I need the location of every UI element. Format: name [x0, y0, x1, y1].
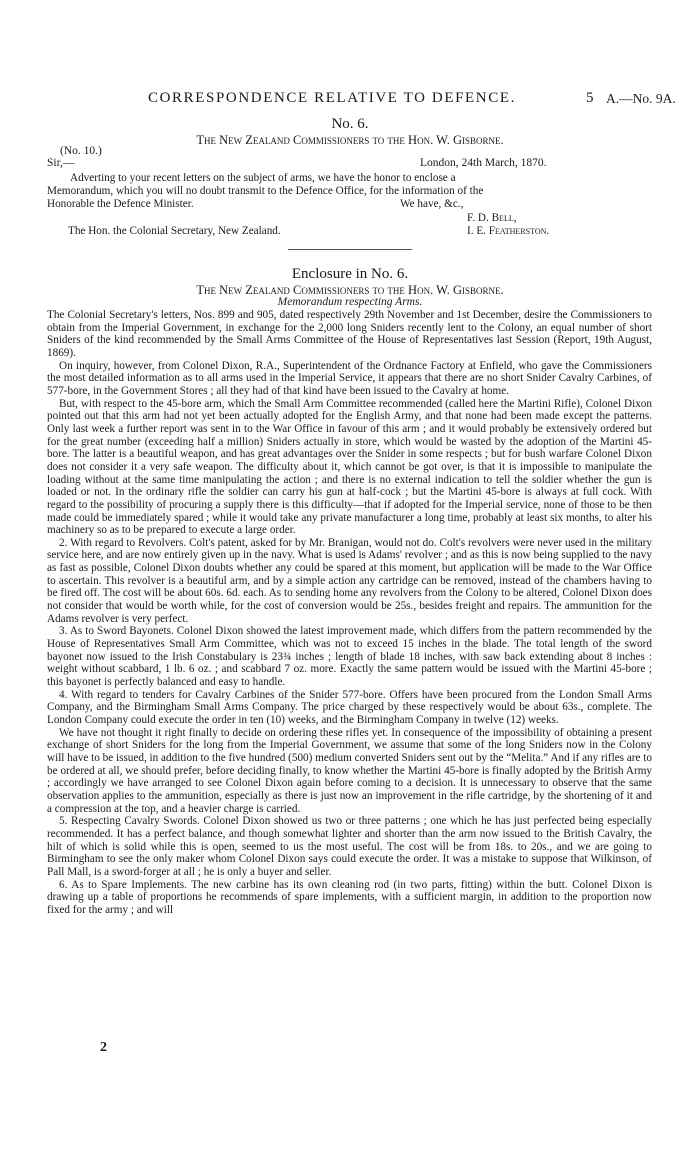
memorandum-paragraph: 5. Respecting Cavalry Swords. Colonel Dixon showed us two or three patterns ; one which he has just perfected being especially recommended. It has a perfect balance, and though somewhat lighter and shorter than the arm now issued to the British Cavalry, the hilt of which is solid while this is open, seemed to us the most useful. The cost will be from 18s. to 20s., and we are going to Birmingham to see the only maker whom Colonel Dixon says could execute the order. It was a mistake to suppose that Wilkinson, of Pall Mall, is a sword-forger at all ; he is only a buyer and seller.: [47, 815, 652, 878]
place-date: London, 24th March, 1870.: [420, 157, 547, 169]
enclosure-heading: Enclosure in No. 6.: [291, 266, 409, 282]
memorandum-paragraph: 4. With regard to tenders for Cavalry Carbines of the Snider 577-bore. Offers have been procured from the London Small Arms Company, and the Birmingham Small Arms Company. The price charged by these respectively would be about 63s., complete. The London Company could execute the order in ten (10) weeks, and the Birmingham Company in twelve (12) weeks.: [47, 688, 652, 726]
letter-body-line: Honorable the Defence Minister.: [47, 198, 194, 210]
letter-closing: We have, &c.,: [400, 198, 464, 210]
memorandum-paragraph: 3. As to Sword Bayonets. Colonel Dixon showed the latest improvement made, which differs from the pattern recommended by the House of Representatives Small Arm Committee, which was not to exceed 15 inches in the blade. The total length of the sword bayonet now issued to the Irish Constabulary is 23¾ inches ; length of blade 18 inches, with saw back extending about 8 inches : weight without scabbard, 1 lb. 6 oz. ; and scabbard 7 oz. more. Exactly the same pattern would be issued with the Martini 45-bore ; this bayonet is perfectly balanced and easy to handle.: [47, 625, 652, 689]
memorandum-paragraph: We have not thought it right finally to decide on ordering these rifles yet. In consequence of the impossibility of obtaining a present exchange of short Sniders for the long from the Imperial Government, we assume that some of the long Sniders now in the Colony will have to be issued, in addition to the five hundred (500) medium converted Sniders sent out by the “Melita.” And if any rifles are to be ordered at all, we should prefer, before deciding finally, to know whether the Martini 45-bore is finally adopted by the British Army ; accordingly we have arranged to see Colonel Dixon again before coming to a decision. It is unnecessary to observe that the same observation applies to the ammunition, especially as there is just now an improvement in the rifle cartridge, by the shortening of it and a compression at the top, and a heavier charge is carried.: [47, 726, 652, 815]
running-title: CORRESPONDENCE RELATIVE TO DEFENCE.: [148, 90, 516, 106]
section-divider: [288, 249, 412, 250]
signatory: F. D. Bell,: [467, 212, 517, 224]
letter-addressee: The Hon. the Colonial Secretary, New Zealand.: [68, 225, 281, 237]
memorandum-paragraph: 6. As to Spare Implements. The new carbine has its own cleaning rod (in two parts, fitting) within the butt. Colonel Dixon is drawing up a table of proportions he recommends of spare implements, with a sufficient margin, in addition to the proportion now fixed for the army ; and will: [47, 878, 652, 916]
memorandum-paragraph: 2. With regard to Revolvers. Colt's patent, asked for by Mr. Branigan, would not do. Colt's revolvers were never used in the military service here, and are now entirely given up in the navy. What is used is Adams' revolver ; and as this is now being supplied to the navy as fast as possible, Colonel Dixon doubts whether any could be spared at this moment, but application will be made to the War Office to ascertain. This revolver is a beautiful arm, and by a simple action any cartridge can be removed, instead of the chambers having to be fired off. The cost will be about 60s. 6d. each. As to sending home any revolvers from the Colony to be altered, Colonel Dixon does not consider that would be worth while, for the cost of conversion would be 25s., besides freight and repairs. The ammunition for the Adams revolver is very perfect.: [47, 536, 652, 625]
letter-reference: (No. 10.): [60, 145, 102, 157]
letter-from-to: The New Zealand Commissioners to the Hon. W. Gisborne.: [196, 133, 504, 147]
memorandum-body: [47, 309, 652, 917]
memorandum-subtitle: Memorandum respecting Arms.: [277, 296, 423, 308]
document-reference: A.—No. 9A.: [606, 91, 676, 106]
folio-signature: 2: [100, 1040, 107, 1055]
salutation: Sir,—: [47, 157, 75, 169]
letter-body-line: Memorandum, which you will no doubt transmit to the Defence Office, for the information of the: [47, 185, 484, 197]
signatory: I. E. Featherston.: [467, 225, 550, 237]
memorandum-paragraph: But, with respect to the 45-bore arm, which the Small Arm Committee recommended (called here the Martini Rifle), Colonel Dixon pointed out that this arm had not yet been actually adopted for the English Army, and that none had been made except the patterns. Only last week a further report was sent in to the War Office in favour of this arm ; and it would probably be extensively ordered but for the great number (exceeding half a million) Sniders actually in store, which would be wasted by the adoption of the Martini 45-bore. The latter is a beautiful weapon, and has great advantages over the Snider in some respects ; but for bush warfare Colonel Dixon does not consider it a very safe weapon. The difficulty about it, which cannot be got over, is that it is impossible to manipulate the loading without at the same time manipulating the action ; and there is no external indication to tell the soldier whether the gun is loaded or not. In the ordinary rifle the soldier can carry his gun at half-cock ; but the Martini 45-bore is always at full cock. With regard to the possibility of procuring a supply there is this difficulty—that if adopted for the Imperial service, none of those to be then made could be immediately spared ; while it would take any private manufacturer a long time, probably at least six months, to alter his machinery so as to be prepared to execute a large order.: [47, 397, 652, 537]
letter-heading: No. 6.: [331, 116, 369, 132]
letter-body-line: Adverting to your recent letters on the subject of arms, we have the honor to enclose a: [70, 172, 456, 184]
memorandum-paragraph: The Colonial Secretary's letters, Nos. 899 and 905, dated respectively 29th November and 1st December, desire the Commissioners to obtain from the Imperial Government, in exchange for the 2,000 long Sniders recently lent to the Colony, an equal number of short Sniders of the kind recommended by the Small Arms Committee of the House of Representatives last Session (Report, 19th August, 1869).: [47, 309, 652, 359]
running-header: [0, 90, 700, 110]
page-number: 5: [586, 90, 594, 106]
memorandum-paragraph: On inquiry, however, from Colonel Dixon, R.A., Superintendent of the Ordnance Factory at Enfield, who gave the Commissioners the most detailed information as to all arms used in the Imperial Service, it appears that there are no short Snider Cavalry Carbines, of 577-bore, in the Government Stores ; all they had of that kind have been issued to the Cavalry at home.: [47, 359, 652, 397]
enclosure-from-to: The New Zealand Commissioners to the Hon. W. Gisborne.: [196, 283, 504, 297]
